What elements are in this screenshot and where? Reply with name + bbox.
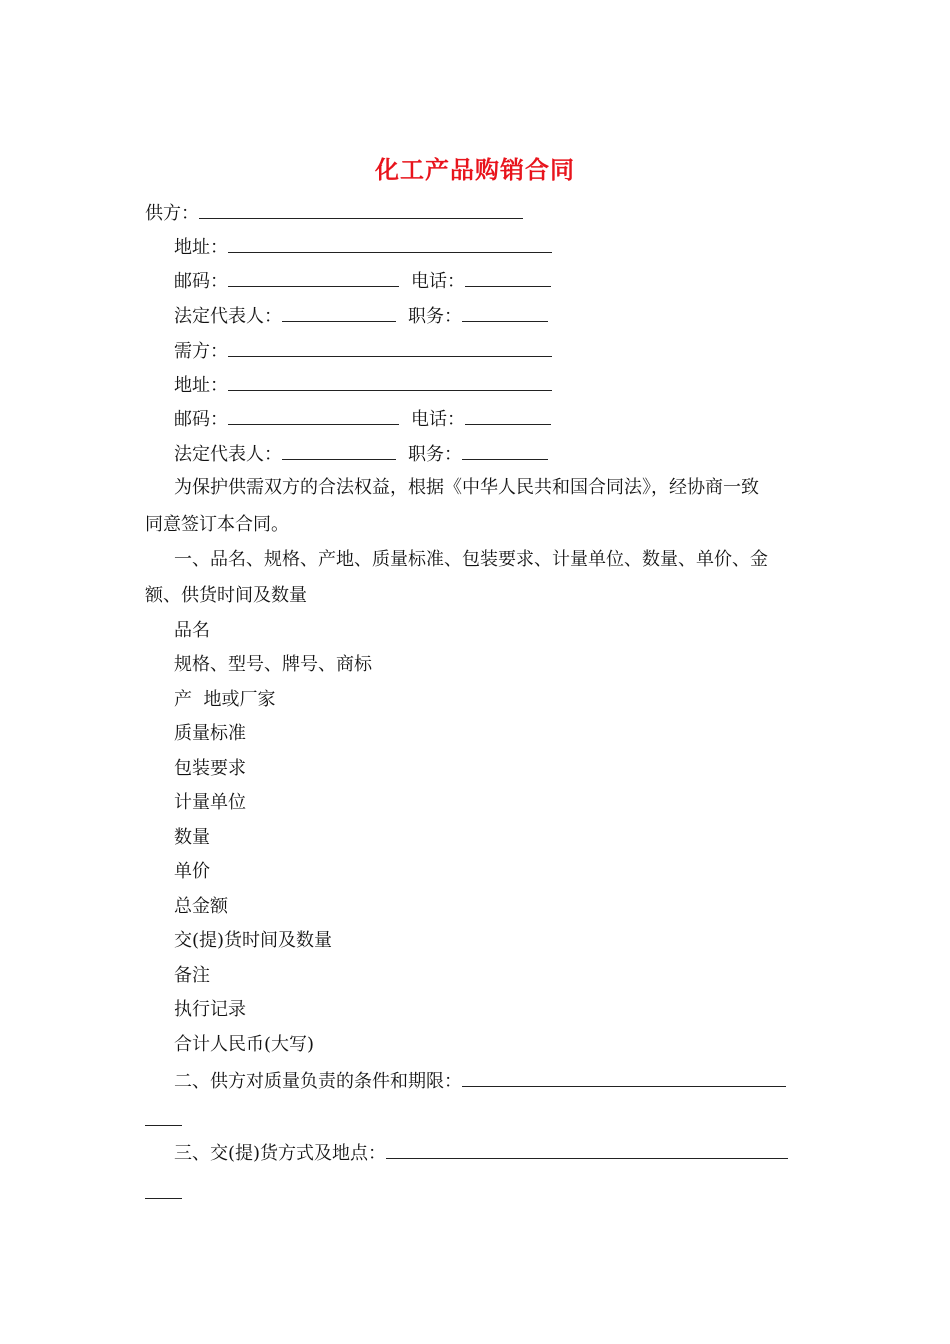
buyer-line [174, 337, 552, 365]
item-packaging: 包装要求 [174, 758, 246, 779]
supplier-rep-label: 法定代表人： [174, 306, 282, 327]
supplier-postcode-field[interactable] [228, 267, 399, 287]
section-2-field[interactable] [462, 1067, 786, 1087]
item-execution-record: 执行记录 [174, 999, 246, 1020]
supplier-phone-label: 电话： [411, 271, 465, 292]
supplier-rep-field[interactable] [282, 302, 396, 322]
item-remarks: 备注 [174, 965, 210, 986]
supplier-contact-line [174, 267, 551, 295]
supplier-address-field[interactable] [228, 233, 552, 253]
section-3-field[interactable] [386, 1139, 788, 1159]
supplier-line [145, 199, 523, 227]
item-quality-standard: 质量标准 [174, 723, 246, 744]
supplier-address-line [174, 233, 552, 261]
section-2-continuation [145, 1106, 182, 1134]
buyer-phone-field[interactable] [465, 405, 551, 425]
supplier-address-label: 地址： [174, 237, 228, 258]
section-2-label: 二、供方对质量负责的条件和期限： [174, 1071, 462, 1092]
section-1-heading-line-2: 额、供货时间及数量 [145, 585, 307, 606]
supplier-name-field[interactable] [199, 199, 523, 219]
buyer-position-field[interactable] [462, 440, 548, 460]
intro-line-1: 为保护供需双方的合法权益，根据《中华人民共和国合同法》，经协商一致 [174, 477, 759, 498]
item-unit: 计量单位 [174, 792, 246, 813]
buyer-rep-line [174, 440, 548, 468]
buyer-rep-label: 法定代表人： [174, 444, 282, 465]
supplier-phone-field[interactable] [465, 267, 551, 287]
buyer-phone-label: 电话： [411, 409, 465, 430]
buyer-postcode-field[interactable] [228, 405, 399, 425]
section-3-label: 三、交(提)货方式及地点： [174, 1143, 387, 1164]
section-3-continuation [145, 1179, 182, 1207]
buyer-address-label: 地址： [174, 375, 228, 396]
item-spec-model-brand: 规格、型号、牌号、商标 [174, 654, 372, 675]
item-total-amount: 总金额 [174, 896, 228, 917]
section-2-field-continued[interactable] [145, 1106, 182, 1126]
section-2-line [174, 1067, 786, 1095]
item-total-rmb: 合计人民币(大写) [174, 1034, 315, 1055]
buyer-address-field[interactable] [228, 371, 552, 391]
item-product-name: 品名 [174, 620, 210, 641]
buyer-rep-field[interactable] [282, 440, 396, 460]
supplier-rep-line [174, 302, 548, 330]
item-quantity: 数量 [174, 827, 210, 848]
item-origin-manufacturer: 产 地或厂家 [174, 689, 276, 710]
buyer-contact-line [174, 405, 551, 433]
section-1-heading-line-1: 一、品名、规格、产地、质量标准、包装要求、计量单位、数量、单价、金 [174, 549, 768, 570]
buyer-address-line [174, 371, 552, 399]
buyer-postcode-label: 邮码： [174, 409, 228, 430]
item-delivery-time-quantity: 交(提)货时间及数量 [174, 930, 333, 951]
intro-line-2: 同意签订本合同。 [145, 514, 289, 535]
buyer-position-label: 职务： [408, 444, 462, 465]
section-3-line [174, 1139, 788, 1167]
supplier-position-label: 职务： [408, 306, 462, 327]
supplier-label: 供方： [145, 203, 199, 224]
buyer-name-field[interactable] [228, 337, 552, 357]
document-title: 化工产品购销合同 [375, 155, 575, 184]
supplier-postcode-label: 邮码： [174, 271, 228, 292]
item-unit-price: 单价 [174, 861, 210, 882]
supplier-position-field[interactable] [462, 302, 548, 322]
buyer-label: 需方： [174, 341, 228, 362]
section-3-field-continued[interactable] [145, 1179, 182, 1199]
